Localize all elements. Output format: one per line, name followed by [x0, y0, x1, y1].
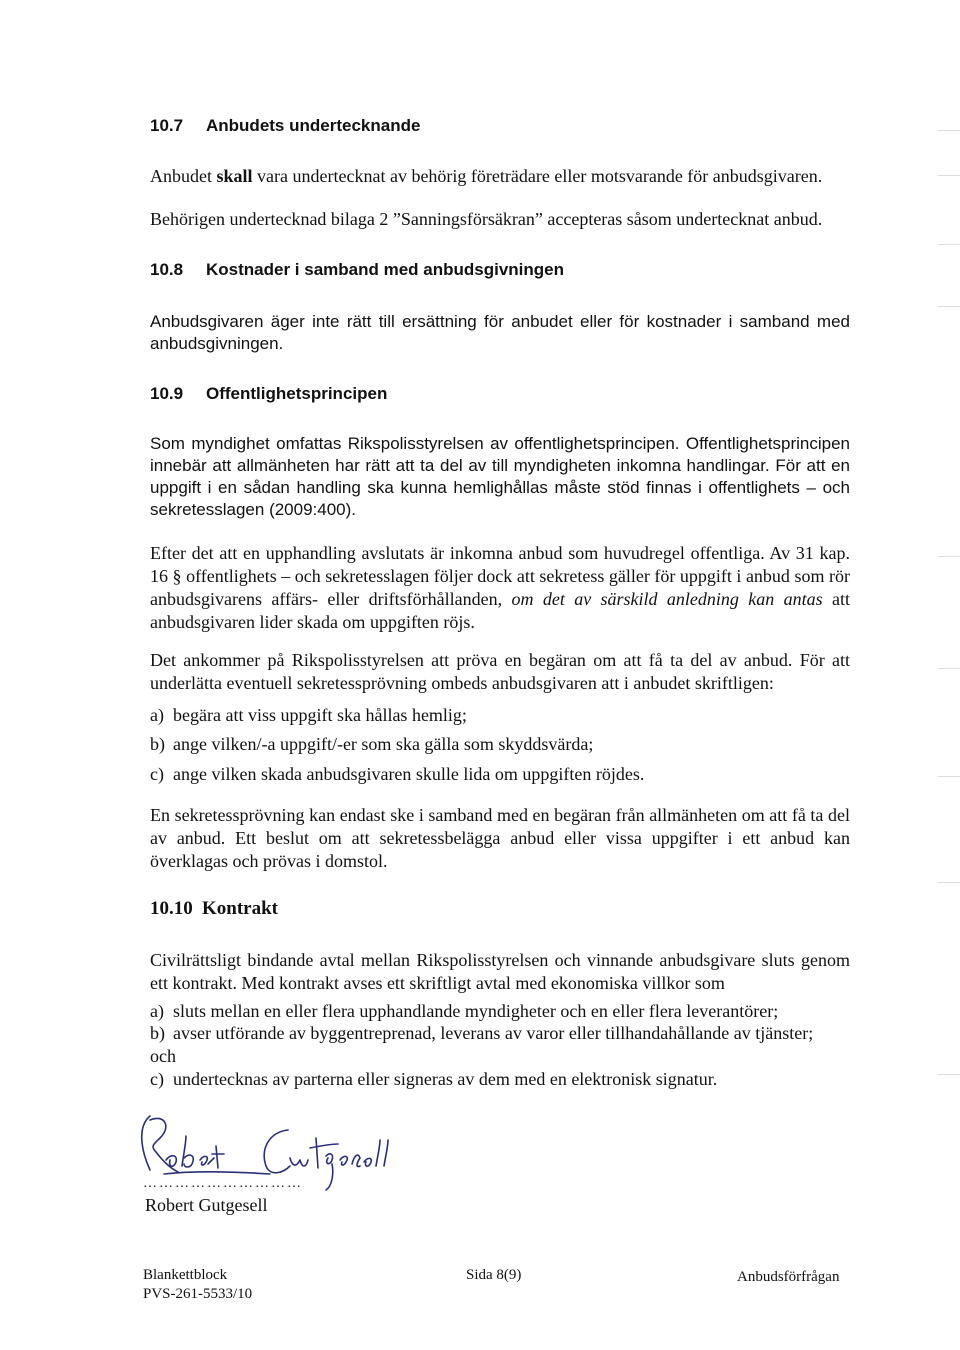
scan-edge-mark — [938, 668, 960, 669]
paragraph: Som myndighet omfattas Rikspolisstyrelsen av offentlighetsprincipen. Offentlighetsprincipen innebär att allmänheten har rätt att ta del av till myndigheten inkomna handlingar. För att en uppgift i en sådan handling ska kunna hemlighållas måste stöd finnas i offentlighets – och sekretesslagen (2009:400). — [150, 434, 850, 519]
list-text: ange vilken/-a uppgift/-er som ska gälla som skyddsvärda; — [173, 734, 594, 754]
list-text: begära att viss uppgift ska hållas hemlig; — [173, 705, 467, 725]
section-number: 10.9 — [150, 384, 184, 403]
paragraph: Behörigen undertecknad bilaga 2 ”Sanningsförsäkran” accepteras såsom undertecknat anbud. — [150, 209, 823, 229]
section-number: 10.10 — [150, 898, 193, 919]
scan-edge-mark — [938, 776, 960, 777]
scan-edge-mark — [938, 306, 960, 307]
list-item — [150, 1000, 850, 1023]
list-marker: b) — [150, 1023, 165, 1043]
list-text: ange vilken skada anbudsgivaren skulle lida om uppgiften röjdes. — [173, 764, 645, 784]
italic-text: om det av särskild anledning kan antas — [511, 589, 823, 609]
section-title: Offentlighetsprincipen — [206, 384, 388, 403]
list-marker: c) — [150, 1069, 164, 1089]
text-run: Efter det att en upphandling avslutats är inkomna anbud som huvudregel offentliga. Av 31 kap. 16 § offentlighets – och sekretesslagen följer dock att sekretess gäller för uppgift i anbud som rör anbudsgivarens affärs- eller driftsförhållanden, — [150, 543, 850, 609]
section-title: Kontrakt — [202, 898, 278, 919]
bold-text: skall — [216, 166, 253, 186]
scan-edge-mark — [938, 882, 960, 883]
list-text: undertecknas av parterna eller signeras av dem med en elektronisk signatur. — [173, 1069, 718, 1089]
paragraph — [150, 542, 850, 634]
section-number: 10.8 — [150, 260, 184, 279]
section-heading-10-10 — [150, 898, 278, 920]
section-heading-10-7 — [150, 116, 420, 136]
footer-form-name: Blankettblock — [143, 1267, 228, 1283]
list-item — [150, 763, 850, 786]
list-item — [150, 704, 850, 727]
footer-page-number: Sida 8(9) — [466, 1267, 522, 1283]
footer-reference-number: PVS-261-5533/10 — [143, 1286, 253, 1302]
text-run: att anbudsgivaren lider skada om uppgiften röjs. — [150, 589, 850, 632]
list-marker: b) — [150, 734, 165, 754]
list-text: sluts mellan en eller flera upphandlande myndigheter och en eller flera leverantörer; — [173, 1001, 779, 1021]
section-heading-10-9 — [150, 384, 387, 404]
footer-left — [143, 1266, 252, 1304]
paragraph: Det ankommer på Rikspolisstyrelsen att pröva en begäran om att få ta del av anbud. För att underlätta eventuell sekretessprövning ombeds anbudsgivaren att i anbudet skriftligen: — [150, 650, 850, 693]
list-marker: c) — [150, 764, 164, 784]
signatory-name: Robert Gutgesell — [145, 1195, 268, 1215]
section-number: 10.7 — [150, 116, 184, 135]
text-run: Anbudet — [150, 166, 217, 186]
list-marker: a) — [150, 705, 164, 725]
section-title: Anbudets undertecknande — [206, 116, 421, 135]
list-text: avser utförande av byggentreprenad, leverans av varor eller tillhandahållande av tjänster; — [173, 1023, 814, 1043]
paragraph: En sekretessprövning kan endast ske i samband med en begäran från allmänheten om att få ta del av anbud. Ett beslut om att sekretessbelägga anbud eller vissa uppgifter i ett anbud kan överklagas och prövas i domstol. — [150, 805, 850, 871]
list-marker: a) — [150, 1001, 164, 1021]
scan-edge-mark — [938, 175, 960, 176]
paragraph: Anbudsgivaren äger inte rätt till ersättning för anbudet eller för kostnader i samband med anbudsgivningen. — [150, 312, 850, 353]
section-title: Kostnader i samband med anbudsgivningen — [206, 260, 564, 279]
signature-line: ………………………… — [143, 1176, 303, 1191]
paragraph — [150, 165, 850, 188]
list-item — [150, 1068, 850, 1091]
list-item — [150, 733, 850, 756]
footer-document-type: Anbudsförfrågan — [737, 1269, 840, 1285]
list-item — [150, 1022, 850, 1045]
scan-edge-mark — [938, 556, 960, 557]
scan-edge-mark — [938, 130, 960, 131]
text-run: vara undertecknat av behörig företrädare eller motsvarande för anbudsgivaren. — [252, 166, 823, 186]
list-item-continuation: och — [150, 1046, 176, 1066]
paragraph: Civilrättsligt bindande avtal mellan Rikspolisstyrelsen och vinnande anbudsgivare sluts genom ett kontrakt. Med kontrakt avses ett skriftligt avtal med ekonomiska villkor som — [150, 950, 850, 993]
section-heading-10-8 — [150, 260, 564, 280]
scan-edge-mark — [938, 244, 960, 245]
scan-edge-mark — [938, 1074, 960, 1075]
